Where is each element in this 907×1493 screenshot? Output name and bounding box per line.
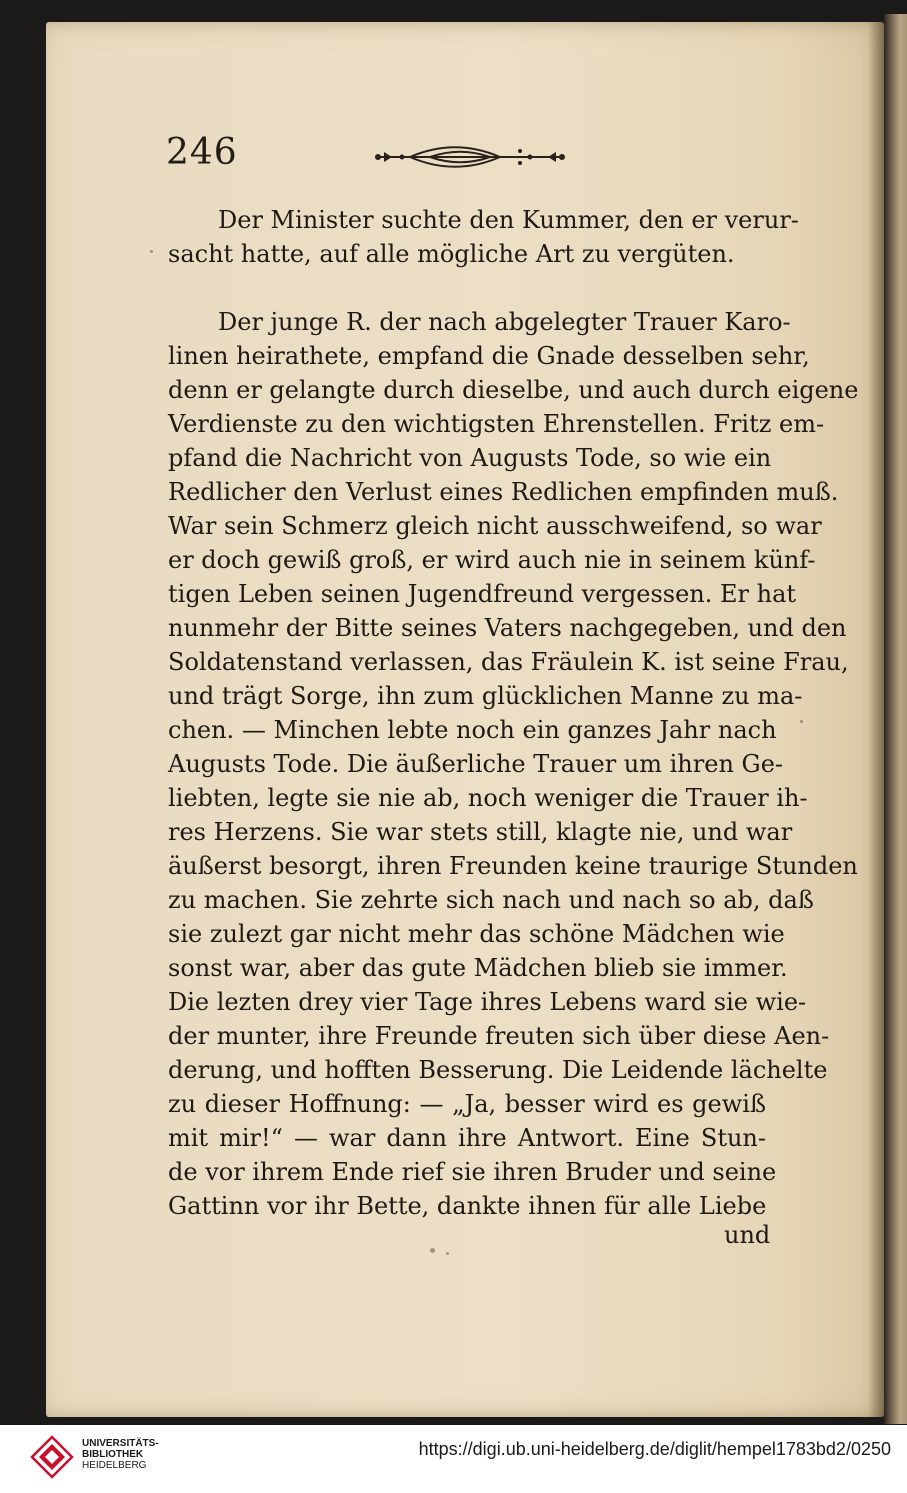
text-line: sacht hatte, auf alle mögliche Art zu vergüten. [168, 240, 735, 268]
text-line: Der Minister suchte den Kummer, den er verur- [218, 206, 799, 234]
text-line: sonst war, aber das gute Mädchen blieb sie immer. [168, 954, 788, 982]
gutter-shadow [868, 22, 884, 1417]
permalink-url[interactable]: https://digi.ub.uni-heidelberg.de/diglit/hempel1783bd2/0250 [418, 1439, 891, 1459]
text-line: chen. — Minchen lebte noch ein ganzes Jahr nach [168, 716, 777, 744]
paper-speck [800, 720, 803, 723]
paper-speck [430, 1248, 435, 1253]
text-line: zu machen. Sie zehrte sich nach und nach so ab, daß [168, 886, 814, 914]
ornament-divider-icon [370, 140, 570, 174]
text-line: mit mir!“ — war dann ihre Antwort. Eine Stun- [168, 1124, 766, 1152]
library-name [82, 1438, 159, 1471]
text-line: de vor ihrem Ende rief sie ihren Bruder und seine [168, 1158, 777, 1186]
text-line: Gattinn vor ihr Bette, dankte ihnen für alle Liebe [168, 1192, 767, 1220]
library-name-line1: UNIVERSITÄTS- [82, 1438, 159, 1449]
text-line: Augusts Tode. Die äußerliche Trauer um ihren Ge- [168, 750, 784, 778]
paper-speck [150, 250, 153, 253]
text-line: Der junge R. der nach abgelegter Trauer Karo- [218, 308, 791, 336]
text-line: Soldatenstand verlassen, das Fräulein K. ist seine Frau, [168, 648, 849, 676]
text-line: linen heirathete, empfand die Gnade desselben sehr, [168, 342, 810, 370]
text-line: pfand die Nachricht von Augusts Tode, so wie ein [168, 444, 772, 472]
text-line: sie zulezt gar nicht mehr das schöne Mädchen wie [168, 920, 785, 948]
text-line: Die lezten drey vier Tage ihres Lebens ward sie wie- [168, 988, 807, 1016]
page-number: 246 [166, 132, 238, 173]
text-line: res Herzens. Sie war stets still, klagte nie, und war [168, 818, 793, 846]
text-line: Verdienste zu den wichtigsten Ehrenstellen. Fritz em- [168, 410, 825, 438]
text-line: äußerst besorgt, ihren Freunden keine traurige Stunden [168, 852, 858, 880]
library-name-line2: BIBLIOTHEK [82, 1449, 144, 1460]
text-line: tigen Leben seinen Jugendfreund vergessen. Er hat [168, 580, 797, 608]
text-line: er doch gewiß groß, er wird auch nie in seinem künf- [168, 546, 816, 574]
text-line: denn er gelangte durch dieselbe, und auch durch eigene [168, 376, 859, 404]
facing-page-edge [884, 14, 907, 1424]
text-line: derung, und hofften Besserung. Die Leidende lächelte [168, 1056, 828, 1084]
text-line: und trägt Sorge, ihn zum glücklichen Manne zu ma- [168, 682, 803, 710]
text-line: nunmehr der Bitte seines Vaters nachgegeben, und den [168, 614, 847, 642]
text-line: zu dieser Hoffnung: — „Ja, besser wird es gewiß [168, 1090, 766, 1118]
library-name-line3: HEIDELBERG [82, 1460, 147, 1471]
footer-bar [0, 1425, 907, 1493]
catchword: und [724, 1221, 771, 1249]
paper-speck [446, 1252, 449, 1255]
text-line: War sein Schmerz gleich nicht ausschweifend, so war [168, 512, 822, 540]
university-library-logo-icon [30, 1435, 74, 1479]
text-line: der munter, ihre Freunde freuten sich über diese Aen- [168, 1022, 830, 1050]
text-line: liebten, legte sie nie ab, noch weniger die Trauer ih- [168, 784, 808, 812]
text-line: Redlicher den Verlust eines Redlichen empfinden muß. [168, 478, 839, 506]
